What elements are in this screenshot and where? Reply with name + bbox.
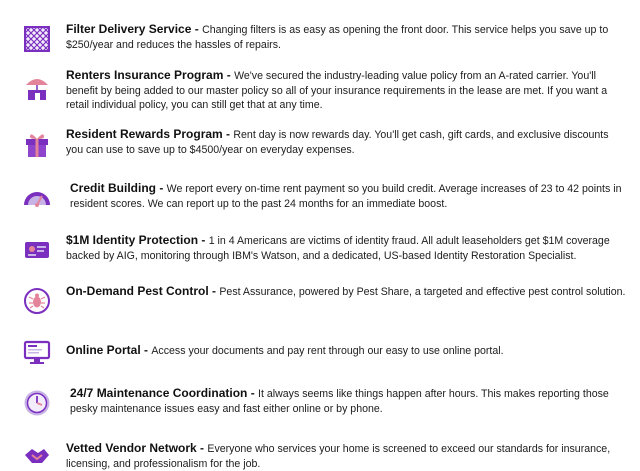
item-title: Online Portal <box>66 343 141 357</box>
item-separator: - <box>222 127 234 141</box>
item-body: 1 in 4 Americans are victims of identity fraud. All adult leaseholders get $1M coverage backed by AIG, monitoring through IBM's Watson, and a dedicated, US-based Identity Restoration Specialist. <box>66 235 610 262</box>
gift-icon <box>22 129 52 159</box>
item-body: Rent day is now rewards day. You'll get cash, gift cards, and exclusive discounts you can use to save up to $4500/year on everyday expenses. <box>66 129 609 156</box>
item-text <box>66 343 626 359</box>
item-body: It always seems like things happen after hours. This makes reporting those pesky maintenance issues easy and fast either online or by phone. <box>70 388 609 415</box>
item-body: We report every on-time rent payment so you build credit. Average increases of 23 to 42 points in resident scores. We can report up to the past 24 months for an immediate boost. <box>70 183 622 210</box>
item-text <box>66 284 626 300</box>
item-body: We've secured the industry-leading value policy from an A-rated carrier. You'll benefit by being added to our master policy so all of your insurance requirements in the lease are met. If you want a retail individual policy, you can still get that at any time. <box>66 70 608 111</box>
item-title: On-Demand Pest Control <box>66 284 209 298</box>
item-separator: - <box>156 181 167 195</box>
item-title: Resident Rewards Program <box>66 127 223 141</box>
item-text <box>66 127 626 157</box>
filter-icon <box>22 24 52 54</box>
bug-icon <box>22 286 52 316</box>
item-title: Credit Building <box>70 181 156 195</box>
item-title: Renters Insurance Program <box>66 68 224 82</box>
item-separator: - <box>191 22 203 36</box>
item-body: Pest Assurance, powered by Pest Share, a targeted and effective pest control solution. <box>219 286 626 298</box>
item-separator: - <box>208 284 220 298</box>
item-separator: - <box>198 233 209 247</box>
item-title: $1M Identity Protection <box>66 233 199 247</box>
umbrella-house-icon <box>22 72 52 102</box>
item-text <box>70 181 626 211</box>
item-text <box>70 386 626 416</box>
item-text <box>66 68 626 113</box>
item-separator: - <box>196 441 208 455</box>
item-title: 24/7 Maintenance Coordination <box>70 386 248 400</box>
clock-icon <box>22 388 52 418</box>
item-text <box>66 441 626 471</box>
handshake-icon <box>22 441 52 471</box>
monitor-icon <box>22 337 52 367</box>
item-title: Filter Delivery Service <box>66 22 192 36</box>
item-separator: - <box>140 343 152 357</box>
item-separator: - <box>247 386 259 400</box>
id-card-icon <box>22 235 52 265</box>
item-text <box>66 233 626 263</box>
item-body: Changing filters is as easy as opening the front door. This service helps you save up to $250/year and reduces the hassles of repairs. <box>66 24 609 51</box>
item-separator: - <box>223 68 235 82</box>
gauge-icon <box>22 183 52 213</box>
item-body: Everyone who services your home is screened to exceed our standards for insurance, licensing, and professionalism for the job. <box>66 443 611 470</box>
item-title: Vetted Vendor Network <box>66 441 197 455</box>
item-text <box>66 22 626 52</box>
item-body: Access your documents and pay rent through our easy to use online portal. <box>151 345 504 357</box>
